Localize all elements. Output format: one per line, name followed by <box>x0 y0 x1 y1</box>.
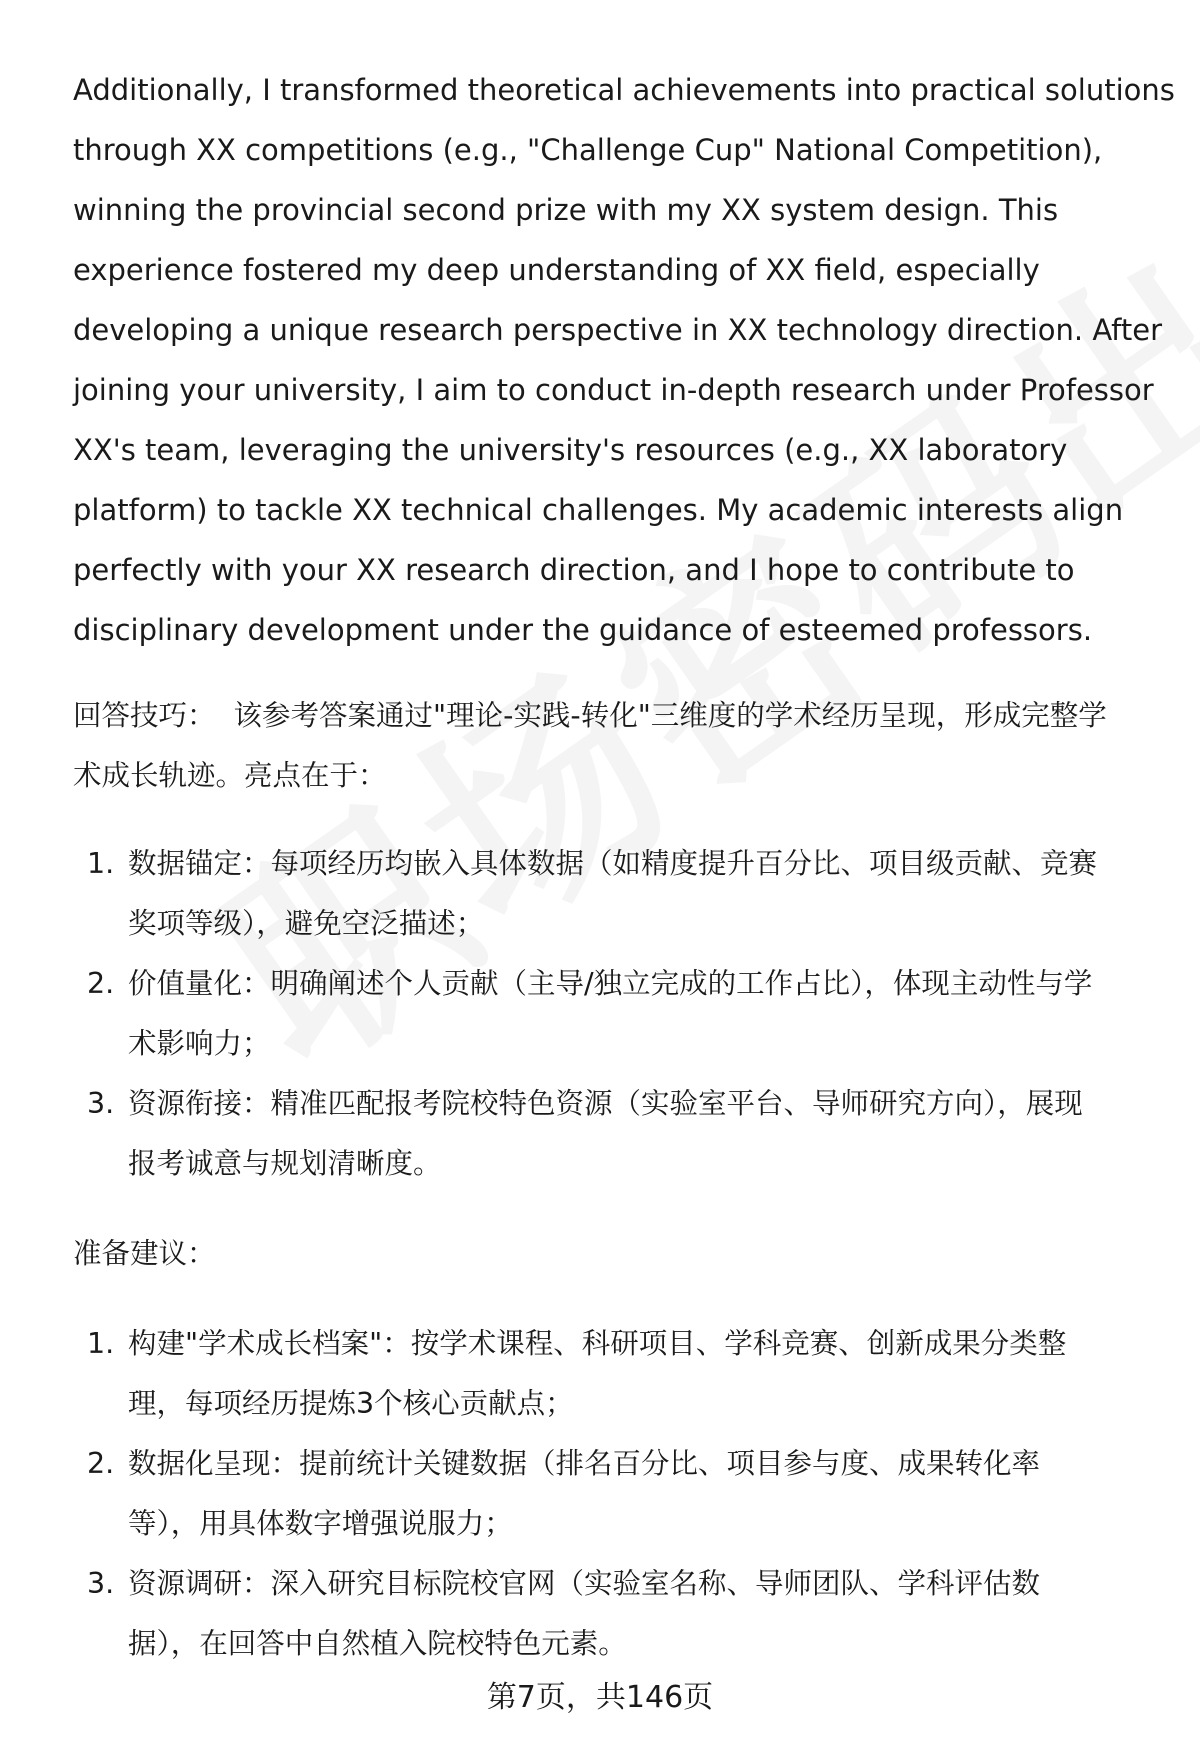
english-paragraph <box>73 60 1175 660</box>
list-item-text: 数据化呈现：提前统计关键数据（排名百分比、项目参与度、成果转化率 <box>128 1447 1041 1480</box>
paragraph-line: disciplinary development under the guidance of esteemed professors. <box>73 613 1093 647</box>
paragraph-line: joining your university, I aim to conduct in-depth research under Professor <box>73 373 1154 407</box>
list-item <box>73 1074 1163 1194</box>
list-item-text: 等），用具体数字增强说服力； <box>128 1507 513 1540</box>
answer-tip-label: 回答技巧： <box>73 699 216 732</box>
page-number-footer: 第7页，共146页 <box>486 1680 714 1715</box>
paragraph-line: experience fostered my deep understanding of XX field, especially <box>73 253 1040 287</box>
highlights-list <box>73 834 1163 1194</box>
list-item-text: 资源调研：深入研究目标院校官网（实验室名称、导师团队、学科评估数 <box>128 1567 1041 1600</box>
list-item-text: 数据锚定：每项经历均嵌入具体数据（如精度提升百分比、项目级贡献、竞赛 <box>128 847 1098 880</box>
list-item <box>73 834 1163 954</box>
list-item <box>73 954 1163 1074</box>
list-number: 2. <box>87 967 115 1000</box>
paragraph-line: developing a unique research perspective in XX technology direction. After <box>73 313 1163 347</box>
paragraph-line: perfectly with your XX research direction, and I hope to contribute to <box>73 553 1075 587</box>
preparation-heading: 准备建议： <box>73 1237 216 1270</box>
suggestions-list <box>73 1314 1163 1674</box>
list-item-text: 奖项等级），避免空泛描述； <box>128 907 485 940</box>
list-item <box>73 1554 1163 1674</box>
paragraph-line: through XX competitions (e.g., "Challenge Cup" National Competition), <box>73 133 1103 167</box>
paragraph-line: platform) to tackle XX technical challenges. My academic interests align <box>73 493 1124 527</box>
list-number: 1. <box>87 847 115 880</box>
list-number: 2. <box>87 1447 115 1480</box>
list-item <box>73 1434 1163 1554</box>
list-number: 1. <box>87 1327 115 1360</box>
list-number: 3. <box>87 1087 115 1120</box>
list-item-text: 术影响力； <box>128 1027 271 1060</box>
answer-tip-paragraph <box>73 686 1163 806</box>
answer-tip-text: 该参考答案通过"理论-实践-转化"三维度的学术经历呈现，形成完整学 <box>233 699 1107 732</box>
list-item <box>73 1314 1163 1434</box>
list-item-text: 理，每项经历提炼3个核心贡献点； <box>128 1387 574 1420</box>
list-item-text: 资源衔接：精准匹配报考院校特色资源（实验室平台、导师研究方向），展现 <box>128 1087 1083 1120</box>
list-item-text: 价值量化：明确阐述个人贡献（主导/独立完成的工作占比），体现主动性与学 <box>128 967 1093 1000</box>
paragraph-line: XX's team, leveraging the university's resources (e.g., XX laboratory <box>73 433 1068 467</box>
list-item-text: 据），在回答中自然植入院校特色元素。 <box>128 1627 627 1660</box>
answer-tip-text: 术成长轨迹。亮点在于： <box>73 759 387 792</box>
paragraph-line: Additionally, I transformed theoretical achievements into practical solutions <box>73 73 1175 107</box>
list-number: 3. <box>87 1567 115 1600</box>
list-item-text: 报考诚意与规划清晰度。 <box>128 1147 442 1180</box>
list-item-text: 构建"学术成长档案"：按学术课程、科研项目、学科竞赛、创新成果分类整 <box>128 1327 1067 1360</box>
paragraph-line: winning the provincial second prize with my XX system design. This <box>73 193 1059 227</box>
